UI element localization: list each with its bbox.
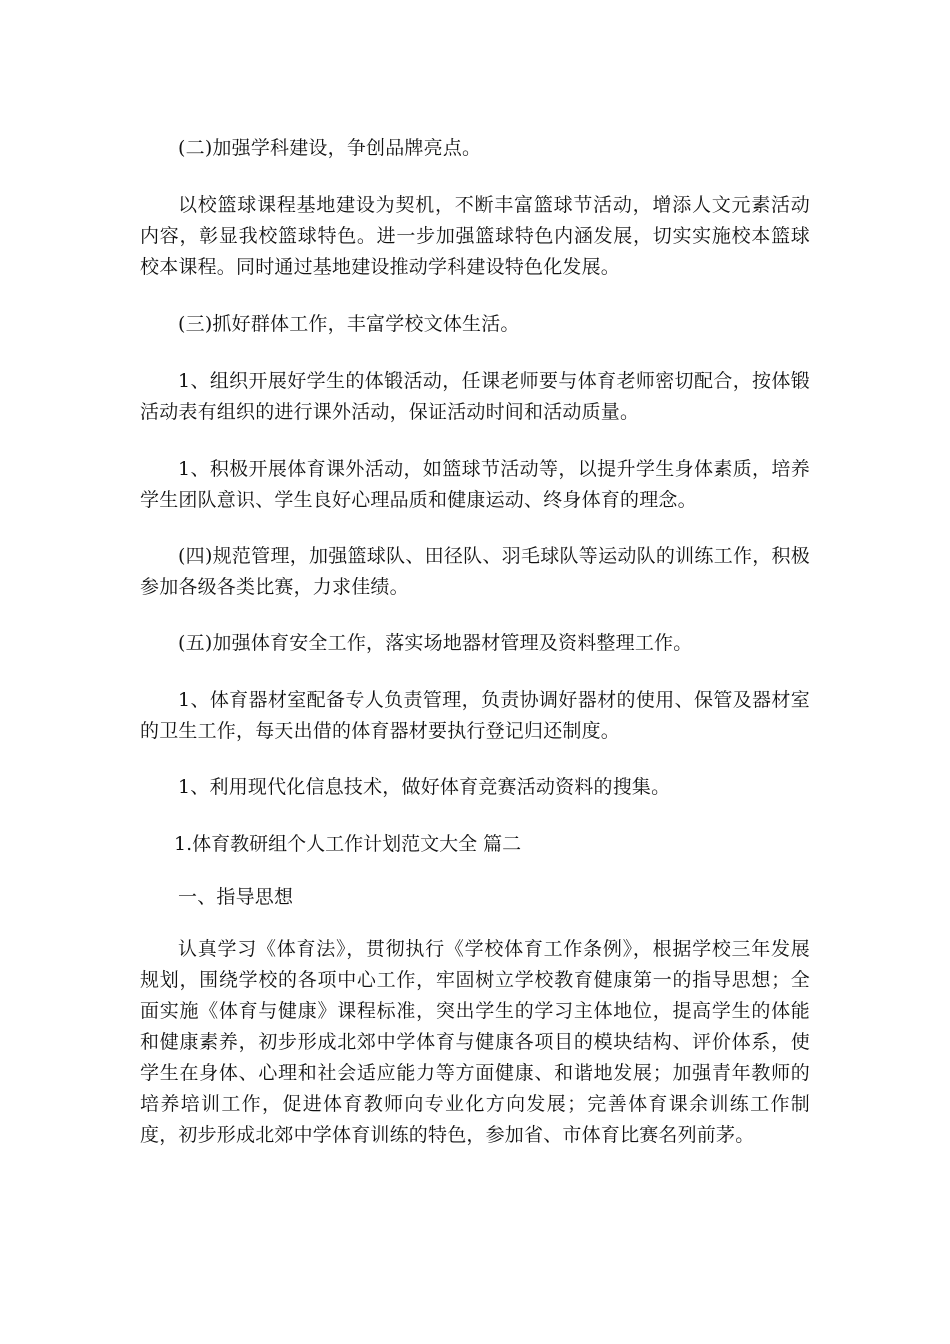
paragraph-information-tech: 1、利用现代化信息技术，做好体育竞赛活动资料的搜集。	[178, 776, 671, 798]
paragraph-extracurricular: 1、积极开展体育课外活动，如篮球节活动等，以提升学生身体素质，培养学生团队意识、学生良好心理品质和健康运动、终身体育的理念。	[140, 458, 810, 511]
paragraph-team-management: (四)规范管理，加强篮球队、田径队、羽毛球队等运动队的训练工作，积极参加各级各类比赛，力求佳绩。	[140, 545, 810, 598]
section-heading: 1.体育教研组个人工作计划范文大全 篇二	[174, 833, 522, 855]
paragraph-basketball-base: 以校篮球课程基地建设为契机，不断丰富篮球节活动，增添人文元素活动内容，彰显我校篮球特色。进一步加强篮球特色内涵发展，切实实施校本篮球校本课程。同时通过基地建设推动学科建设特色化发展。	[140, 194, 810, 278]
paragraph-safety-work: (五)加强体育安全工作，落实场地器材管理及资料整理工作。	[178, 632, 693, 654]
sub-heading: 一、指导思想	[178, 886, 294, 908]
paragraph-subject-building: (二)加强学科建设，争创品牌亮点。	[178, 137, 482, 159]
paragraph-guiding-thought: 认真学习《体育法》，贯彻执行《学校体育工作条例》，根据学校三年发展规划，围绕学校的各项中心工作，牢固树立学校教育健康第一的指导思想；全面实施《体育与健康》课程标准，突出学生的学习主体地位，提高学生的体能和健康素养，初步形成北郊中学体育与健康各项目的模块结构、评价体系，使学生在身体、心理和社会适应能力等方面健康、和谐地发展；加强青年教师的培养培训工作，促进体育教师向专业化方向发展；完善体育课余训练工作制度，初步形成北郊中学体育训练的特色，参加省、市体育比赛名列前茅。	[140, 938, 810, 1146]
paragraph-group-work: (三)抓好群体工作，丰富学校文体生活。	[178, 313, 520, 335]
paragraph-exercise-activity: 1、组织开展好学生的体锻活动，任课老师要与体育老师密切配合，按体锻活动表有组织的进行课外活动，保证活动时间和活动质量。	[140, 370, 810, 423]
paragraph-equipment-room: 1、体育器材室配备专人负责管理，负责协调好器材的使用、保管及器材室的卫生工作，每天出借的体育器材要执行登记归还制度。	[140, 689, 810, 742]
